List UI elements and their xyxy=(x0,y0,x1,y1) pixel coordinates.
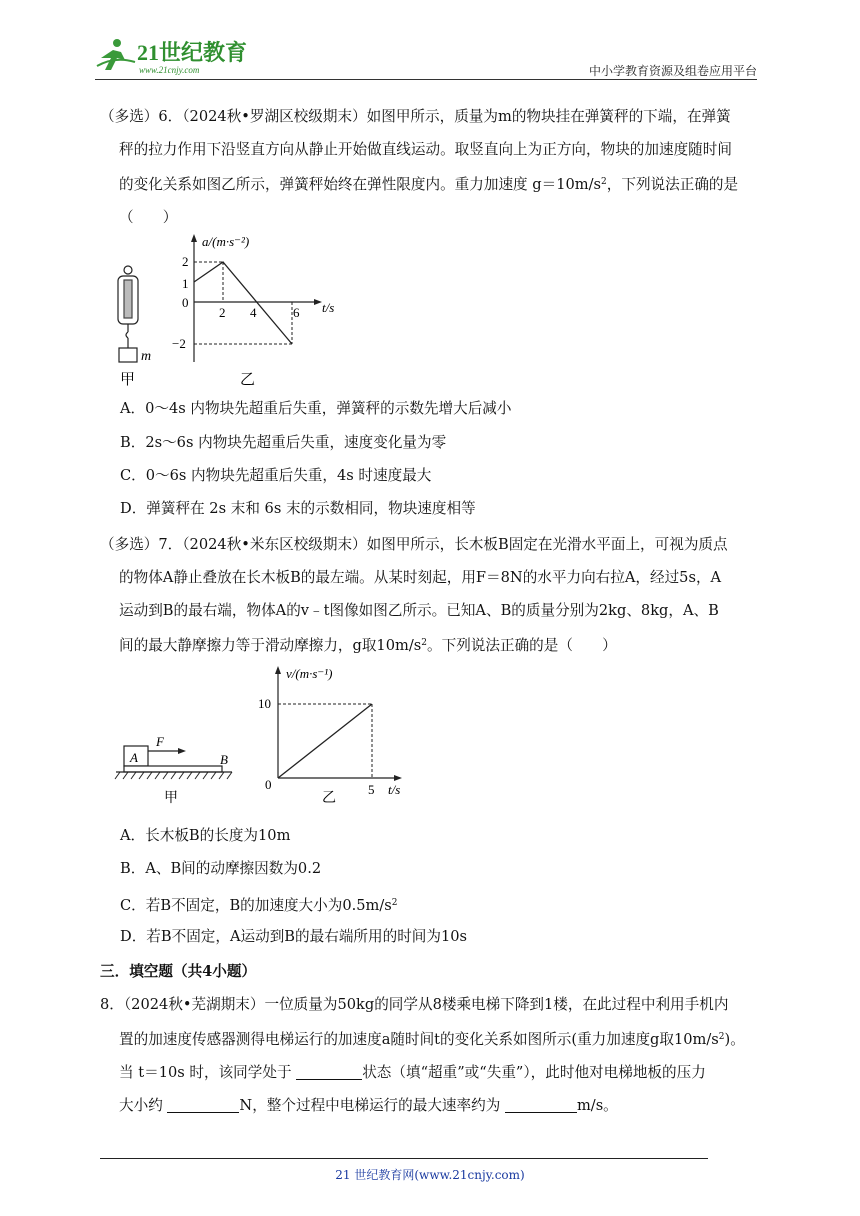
q7-line1: （多选）7．（2024秋•米东区校级期末）如图甲所示，长木板B固定在光滑水平面上，可视为质点 xyxy=(100,536,728,553)
at-xlabel: t/s xyxy=(322,300,335,315)
at-ytick-0: 0 xyxy=(182,295,189,310)
vt-ytick-10: 10 xyxy=(258,696,271,711)
q8-line3: 当 t＝10s 时，该同学处于 状态（填“超重”或“失重”），此时他对电梯地板的压力 xyxy=(119,1064,706,1081)
svg-text:www.21cnjy.com: www.21cnjy.com xyxy=(139,65,200,75)
q6-option-a: A．0～4s 内物块先超重后失重，弹簧秤的示数先增大后减小 xyxy=(120,400,512,417)
q7-line4: 间的最大静摩擦力等于滑动摩擦力，g取$10m/s^2$。下列说法正确的是（ ） xyxy=(119,637,617,654)
q7-label-yi: 乙 xyxy=(322,791,336,806)
vt-graph xyxy=(258,666,402,806)
at-xtick-6: 6 xyxy=(293,305,300,320)
blank-force[interactable] xyxy=(167,1096,239,1113)
q7-option-d: D．若B不固定，A运动到B的最右端所用的时间为10s xyxy=(120,928,468,945)
at-xtick-2: 2 xyxy=(219,305,226,320)
label-board-b: B xyxy=(220,752,228,767)
q7-option-a: A．长木板B的长度为10m xyxy=(120,827,291,844)
at-ytick-neg2: −2 xyxy=(172,336,186,351)
q7-option-b: B．A、B间的动摩擦因数为0.2 xyxy=(120,860,322,877)
question-6 xyxy=(100,100,770,234)
q7-figure xyxy=(112,662,422,820)
label-jia: 甲 xyxy=(120,372,136,388)
vt-xtick-5: 5 xyxy=(368,782,375,797)
platform-title: 中小学教育资源及组卷应用平台 xyxy=(588,64,757,78)
q8-line1: 8．（2024秋•芜湖期末）一位质量为50kg的同学从8楼乘电梯下降到1楼，在此过程中利用手机内 xyxy=(100,996,729,1013)
logo-21cnjy xyxy=(95,36,265,76)
q6-line3: 的变化关系如图乙所示，弹簧秤始终在弹性限度内。重力加速度 $g=10m/s^2$，下列说法正确的是 xyxy=(119,176,739,193)
label-yi: 乙 xyxy=(240,372,256,388)
runner-icon xyxy=(97,39,135,70)
question-7 xyxy=(100,528,770,662)
q6-option-b: B．2s～6s 内物块先超重后失重，速度变化量为零 xyxy=(120,434,447,451)
at-xtick-4: 4 xyxy=(250,305,257,320)
page-header xyxy=(95,30,757,80)
q8-line4: 大小约 N，整个过程中电梯运行的最大速率约为 m/s。 xyxy=(119,1097,618,1114)
footer-divider xyxy=(100,1158,708,1159)
footer-text: 21 世纪教育网(www.21cnjy.com) xyxy=(335,1168,525,1182)
blank-speed[interactable] xyxy=(505,1096,577,1113)
vt-ytick-0: 0 xyxy=(265,777,272,792)
q6-line4: （ ） xyxy=(119,209,178,226)
q8-line2: 置的加速度传感器测得电梯运行的加速度a随时间t的变化关系如图所示(重力加速度g取$10m/s^2$)。 xyxy=(119,1031,745,1048)
label-force-f: F xyxy=(156,734,164,749)
at-ytick-2: 2 xyxy=(182,254,189,269)
q7-option-c: C．若B不固定，B的加速度大小为$0.5m/s^2$ xyxy=(120,897,398,914)
mass-label: m xyxy=(141,349,152,364)
q7-line3: 运动到B的最右端，物体A的v﹣t图像如图乙所示。已知A、B的质量分别为2kg、8kg，A、B xyxy=(119,602,719,619)
q7-label-jia: 甲 xyxy=(164,791,178,806)
header-divider xyxy=(95,79,757,80)
q6-option-d: D．弹簧秤在 2s 末和 6s 末的示数相同，物块速度相等 xyxy=(120,500,476,517)
q6-figure xyxy=(110,232,350,392)
section-heading: 三．填空题（共4小题） xyxy=(100,963,257,980)
blank-state[interactable] xyxy=(296,1063,362,1080)
q6-option-c: C．0～6s 内物块先超重后失重，4s 时速度最大 xyxy=(120,467,432,484)
spring-balance-icon xyxy=(118,266,138,362)
at-graph xyxy=(172,234,334,362)
svg-text:21世纪教育: 21世纪教育 xyxy=(137,40,248,65)
label-block-a: A xyxy=(130,750,138,765)
vt-xlabel: t/s xyxy=(388,782,401,797)
block-diagram xyxy=(115,734,232,806)
q6-line1: （多选）6．（2024秋•罗湖区校级期末）如图甲所示，质量为m的物块挂在弹簧秤的下端，在弹簧 xyxy=(100,108,731,125)
vt-ylabel: v/(m·s⁻¹) xyxy=(286,666,333,681)
q6-line2: 秤的拉力作用下沿竖直方向从静止开始做直线运动。取竖直向上为正方向，物块的加速度随时间 xyxy=(119,141,732,158)
at-ytick-1: 1 xyxy=(182,276,189,291)
at-ylabel: a/(m·s⁻²) xyxy=(202,234,250,249)
question-8 xyxy=(100,988,770,1122)
q7-line2: 的物体A静止叠放在长木板B的最左端。从某时刻起，用F＝8N的水平力向右拉A，经过5s，A xyxy=(119,569,722,586)
